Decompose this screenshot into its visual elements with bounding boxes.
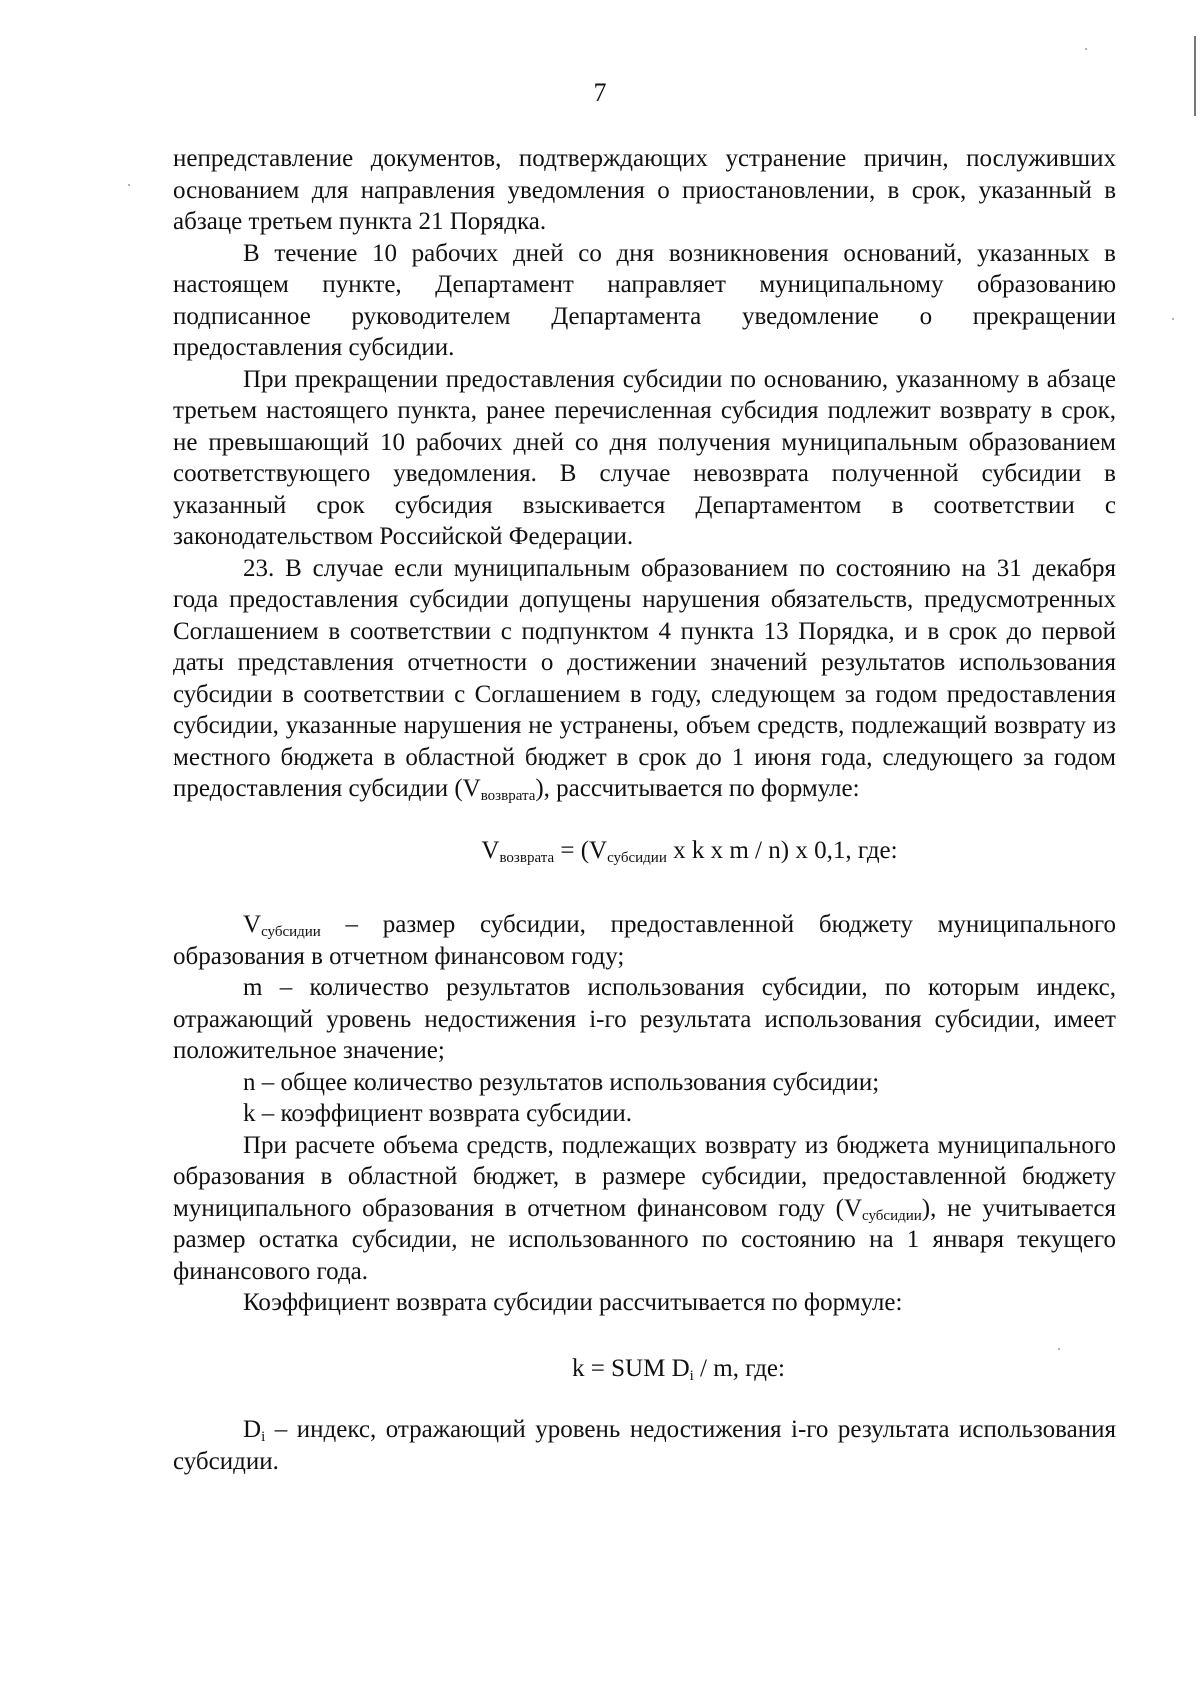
formula-tail: x k x m / n) x 0,1, где: xyxy=(666,836,898,864)
definition-n: n – общее количество результатов использования субсидии; xyxy=(243,1068,880,1096)
formula-k-tail: / m, где: xyxy=(693,1354,785,1382)
definition-d-symbol: D xyxy=(243,1416,262,1443)
formula-coefficient xyxy=(173,1319,1116,1415)
formula-k-head: k = SUM D xyxy=(572,1354,690,1382)
document-body xyxy=(173,143,1116,1477)
paragraph-calculation-note xyxy=(173,1130,1116,1288)
scan-dust xyxy=(1085,48,1087,50)
formula-v: V xyxy=(481,836,500,864)
calculation-note-subscript: субсидии xyxy=(862,1207,922,1224)
clause-23-text: 23. В случае если муниципальным образованием по состоянию на 31 декабря года предоставления субсидии допущены нарушения обязательств, предусмотренных Соглашением в соответствии с подпунктом 4 пункта 13 Порядка, и в срок до первой даты представления отчетности о достижении значений результатов использования субсидии в соответствии с Соглашением в году, следующем за годом предоставления субсидии, указанные нарушения не устранены, объем средств, подлежащий возврату из местного бюджета в областной бюджет в срок до 1 июня года, следующего за годом предоставления субсидии (V xyxy=(173,554,1116,802)
scan-dust xyxy=(1172,318,1174,320)
formula-v-subscript: возврата xyxy=(499,849,555,866)
page-number: 7 xyxy=(593,78,607,107)
scan-dust xyxy=(128,184,130,186)
formula-k-subscript: i xyxy=(689,1367,694,1384)
calculation-note-tail: ), не учитывается размер остатка субсидии, не использованного по состоянию на 1 января текущего финансового года. xyxy=(173,1194,1116,1285)
paragraph-continuation: непредставление документов, подтверждающих устранение причин, послуживших основанием для направления уведомления о приостановлении, в срок, указанный в абзаце третьем пункта 21 Порядка. xyxy=(173,145,1116,235)
clause-23-subscript: возврата xyxy=(480,788,536,804)
definition-k: k – коэффициент возврата субсидии. xyxy=(243,1100,633,1127)
formula-mid: = (V xyxy=(554,836,608,864)
formula-mid-subscript: субсидии xyxy=(607,849,667,866)
paragraph-notification-term: В течение 10 рабочих дней со дня возникновения оснований, указанных в настоящем пункте, Департамент направляет муниципальному образованию подписанное руководителем Департамента уведомление о прекращении предоставления субсидии. xyxy=(173,239,1116,361)
definition-v-symbol: V xyxy=(243,911,262,938)
formula-return-volume xyxy=(173,805,1116,910)
definition-v-text: – размер субсидии, предоставленной бюджету муниципального образования в отчетном финансовом году; xyxy=(173,911,1116,970)
definition-d-subscript: i xyxy=(261,1429,266,1445)
calculation-note-text: При расчете объема средств, подлежащих возврату из бюджета муниципального образования в областной бюджет, в размере субсидии, предоставленной бюджету муниципального образования в отчетном финансовом году (V xyxy=(173,1131,1116,1222)
definition-d-index xyxy=(173,1414,1116,1477)
paragraph-coefficient-intro: Коэффициент возврата субсидии рассчитывается по формуле: xyxy=(243,1289,903,1316)
definition-v-subscript: субсидии xyxy=(261,924,321,940)
definition-m: m – количество результатов использования субсидии, по которым индекс, отражающий уровень недостижения i-го результата использования субсидии, имеет положительное значение; xyxy=(173,974,1116,1064)
paragraph-subsidy-return: При прекращении предоставления субсидии по основанию, указанному в абзаце третьем настоящего пункта, ранее перечисленная субсидия подлежит возврату в срок, не превышающий 10 рабочих дней со дня получения муниципальным образованием соответствующего уведомления. В случае невозврата полученной субсидии в указанный срок субсидия взыскивается Департаментом в соответствии с законодательством Российской Федерации. xyxy=(173,365,1116,550)
paragraph-clause-23 xyxy=(173,553,1116,805)
clause-23-tail: ), рассчитывается по формуле: xyxy=(535,775,860,802)
definition-v-subsidy xyxy=(173,909,1116,972)
definition-d-text: – индекс, отражающий уровень недостижения i-го результата использования субсидии. xyxy=(173,1416,1116,1475)
